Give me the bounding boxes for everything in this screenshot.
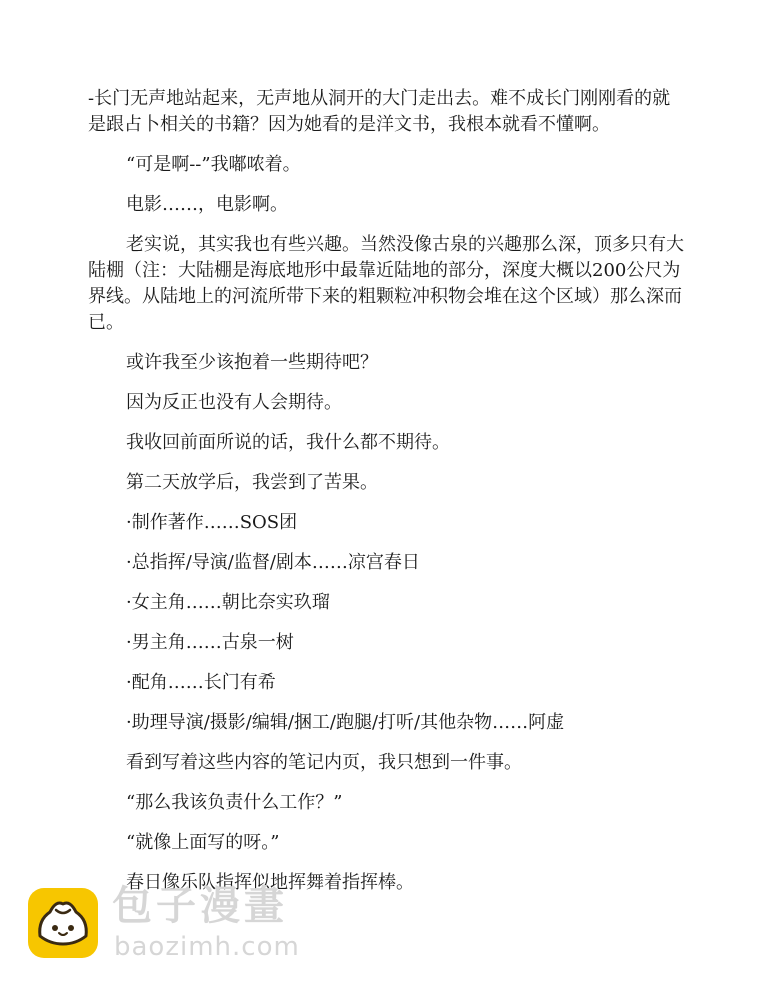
paragraph: 电影……，电影啊。 (126, 194, 288, 215)
credit-line: ·总指挥/导演/监督/剧本……凉宫春日 (126, 552, 420, 573)
paragraph: “就像上面写的呀。” (126, 832, 280, 853)
paragraph: 因为反正也没有人会期待。 (126, 392, 342, 413)
paragraph: “那么我该负责什么工作？” (126, 792, 343, 813)
credit-line: ·男主角……古泉一树 (126, 632, 294, 653)
paragraph: 老实说，其实我也有些兴趣。当然没像古泉的兴趣那么深，顶多只有大陆棚（注：大陆棚是海底地形中最靠近陆地的部分，深度大概以200公尺为界线。从陆地上的河流所带下来的粗颗粒冲积物会堆在这个区域）那么深而已。 (88, 234, 684, 333)
watermark-title: 包子漫畫 (112, 883, 288, 929)
paragraph: 或许我至少该抱着一些期待吧？ (126, 352, 378, 373)
watermark-url: baozimh.com (114, 932, 300, 962)
credit-line: ·配角……长门有希 (126, 672, 276, 693)
paragraph: 我收回前面所说的话，我什么都不期待。 (126, 432, 450, 453)
paragraph: 春日像乐队指挥似地挥舞着指挥棒。 (126, 872, 414, 893)
paragraph: 看到写着这些内容的笔记内页，我只想到一件事。 (126, 752, 522, 773)
paragraph: “可是啊--”我嘟哝着。 (126, 154, 301, 175)
site-watermark (26, 882, 326, 962)
bun-mascot-icon (26, 886, 100, 960)
document-body (88, 86, 688, 910)
credit-line: ·制作著作……SOS团 (126, 512, 298, 533)
paragraph: -长门无声地站起来，无声地从洞开的大门走出去。难不成长门刚刚看的就是跟占卜相关的书籍？因为她看的是洋文书，我根本就看不懂啊。 (88, 88, 671, 135)
credit-line: ·女主角……朝比奈实玖瑠 (126, 592, 330, 613)
paragraph: 第二天放学后，我尝到了苦果。 (126, 472, 378, 493)
credit-line: ·助理导演/摄影/编辑/捆工/跑腿/打听/其他杂物……阿虚 (126, 712, 565, 733)
